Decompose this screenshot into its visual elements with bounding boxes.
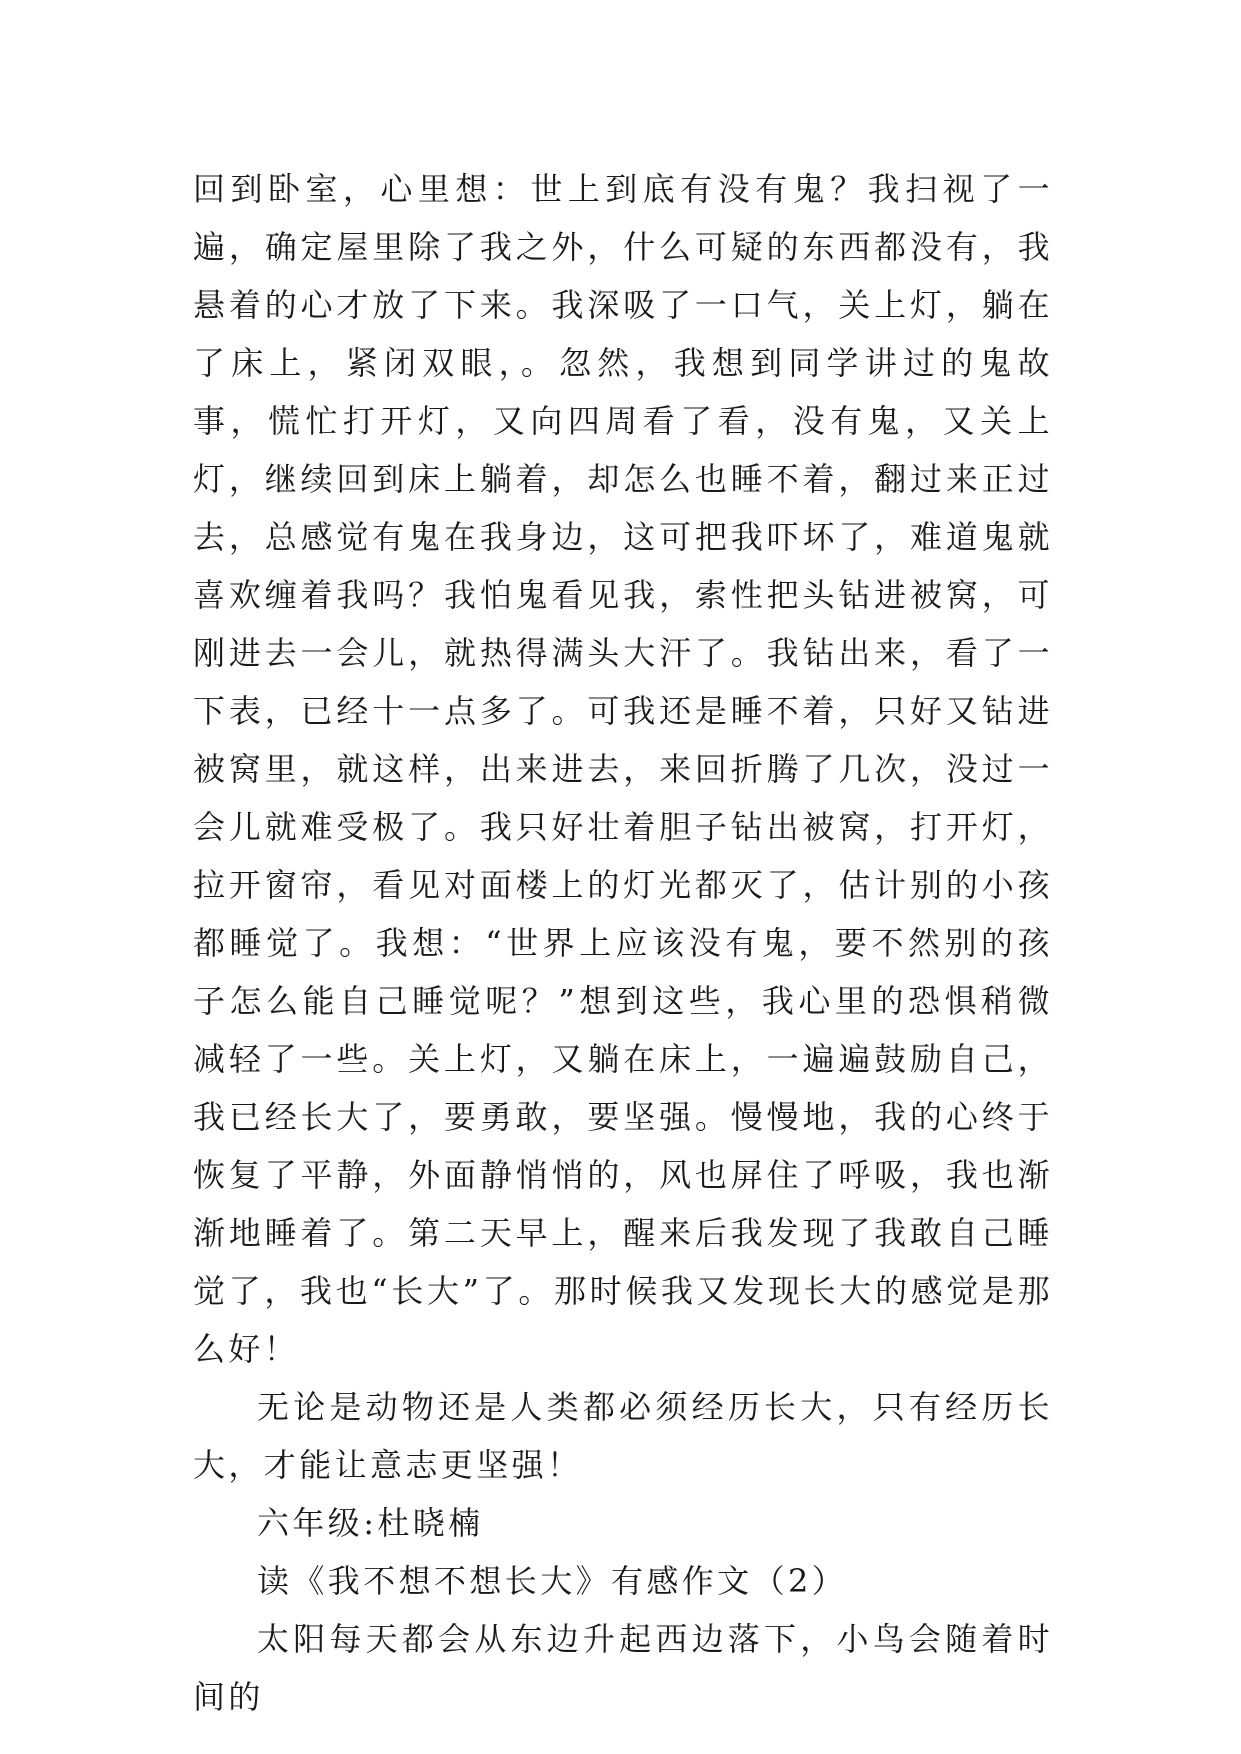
section-heading: 读《我不想不想长大》有感作文（2） [257,1562,848,1600]
body-paragraph: 回到卧室，心里想：世上到底有没有鬼？我扫视了一遍，确定屋里除了我之外，什么可疑的东西都没有，我悬着的心才放了下来。我深吸了一口气，关上灯，躺在了床上，紧闭双眼，。忽然，我想到同学讲过的鬼故事，慌忙打开灯，又向四周看了看，没有鬼，又关上灯，继续回到床上躺着，却怎么也睡不着，翻过来正过去，总感觉有鬼在我身边，这可把我吓坏了，难道鬼就喜欢缠着我吗？我怕鬼看见我，索性把头钻进被窝，可刚进去一会儿，就热得满头大汗了。我钻出来，看了一下表，已经十一点多了。可我还是睡不着，只好又钻进被窝里，就这样，出来进去，来回折腾了几次，没过一会儿就难受极了。我只好壮着胆子钻出被窝，打开灯，拉开窗帘，看见对面楼上的灯光都灭了，估计别的小孩都睡觉了。我想：“世界上应该没有鬼，要不然别的孩子怎么能自己睡觉呢？”想到这些，我心里的恐惧稍微减轻了一些。关上灯，又躺在床上，一遍遍鼓励自己，我已经长大了，要勇敢，要坚强。慢慢地，我的心终于恢复了平静，外面静悄悄的，风也屏住了呼吸，我也渐渐地睡着了。第二天早上，醒来后我发现了我敢自己睡觉了，我也“长大”了。那时候我又发现长大的感觉是那么好！ [193,170,1053,1368]
document-page [193,160,1053,1726]
body-paragraph-start: 太阳每天都会从东边升起西边落下，小鸟会随着时间的 [193,1620,1053,1716]
conclusion-paragraph: 无论是动物还是人类都必须经历长大，只有经历长大，才能让意志更坚强！ [193,1388,1053,1484]
author-line: 六年级:杜晓楠 [257,1504,484,1542]
